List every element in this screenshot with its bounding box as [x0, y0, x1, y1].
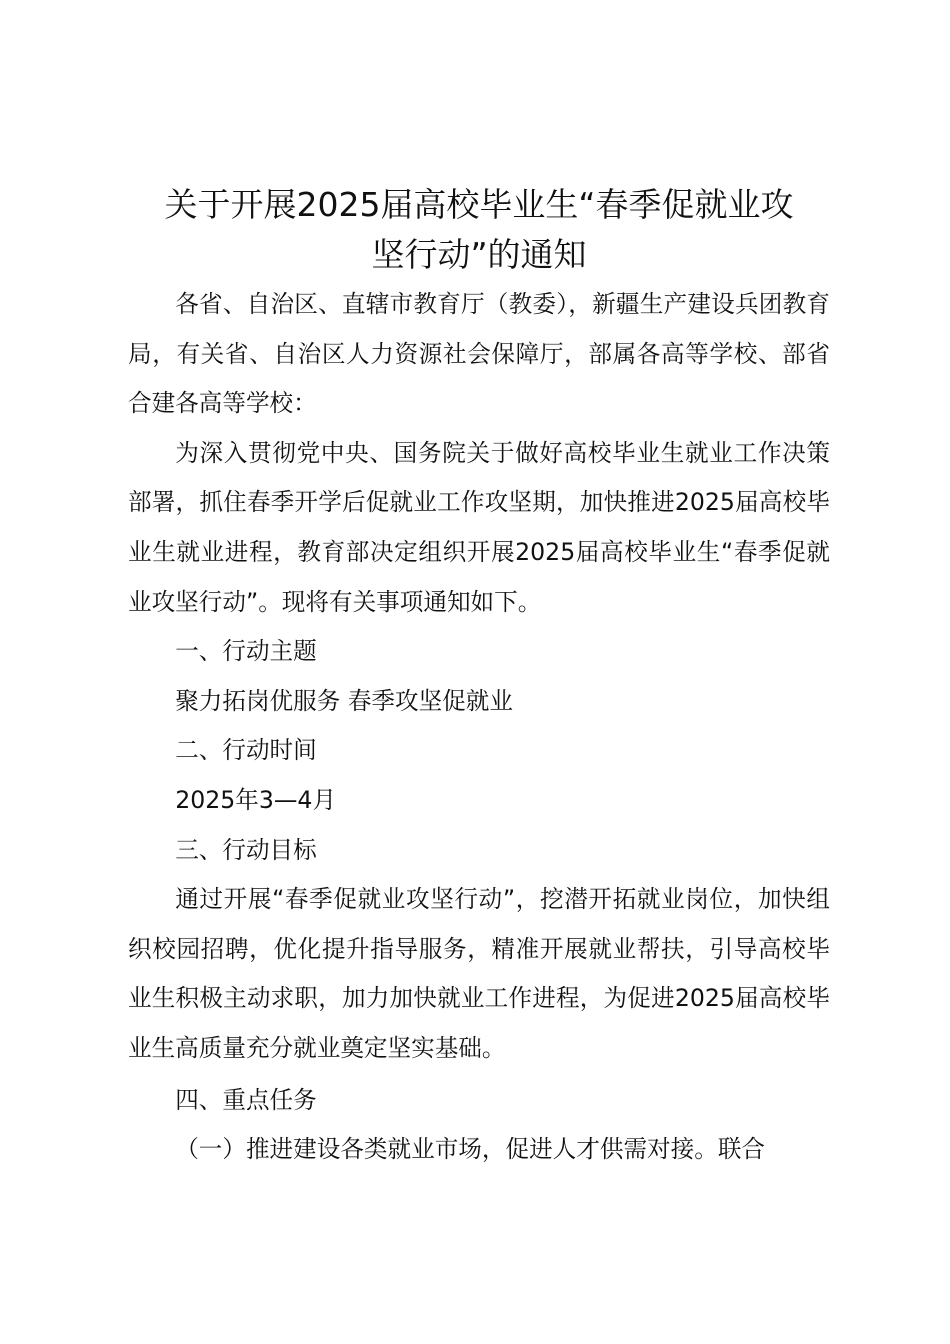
section-1-heading: 一、行动主题 [175, 637, 317, 666]
intro-paragraph: 为深入贯彻党中央、国务院关于做好高校毕业生就业工作决策部署，抓住春季开学后促就业工作攻坚期，加快推进2025届高校毕业生就业进程，教育部决定组织开展2025届高校毕业生“春季促就业攻坚行动”。现将有关事项通知如下。 [128, 438, 830, 616]
section-3-heading: 三、行动目标 [175, 835, 317, 864]
section-4-item-1: （一）推进建设各类就业市场，促进人才供需对接。联合 [175, 1135, 766, 1164]
section-4-heading: 四、重点任务 [175, 1085, 317, 1114]
document-title-line-2: 坚行动”的通知 [371, 235, 587, 274]
document-title [128, 180, 830, 280]
salutation-paragraph: 各省、自治区、直辖市教育厅（教委），新疆生产建设兵团教育局，有关省、自治区人力资源社会保障厅，部属各高等学校、部省合建各高等学校： [128, 290, 830, 418]
section-1-body: 聚力拓岗优服务 春季攻坚促就业 [175, 686, 513, 715]
section-2-body: 2025年3—4月 [175, 785, 337, 814]
document-body [128, 180, 830, 1175]
section-3-body: 通过开展“春季促就业攻坚行动”，挖潜开拓就业岗位，加快组织校园招聘，优化提升指导服务，精准开展就业帮扶，引导高校毕业生积极主动求职，加力加快就业工作进程，为促进2025届高校毕业生高质量充分就业奠定坚实基础。 [128, 885, 830, 1062]
document-title-line-1: 关于开展2025届高校毕业生“春季促就业攻 [164, 185, 794, 224]
section-2-heading: 二、行动时间 [175, 736, 317, 765]
